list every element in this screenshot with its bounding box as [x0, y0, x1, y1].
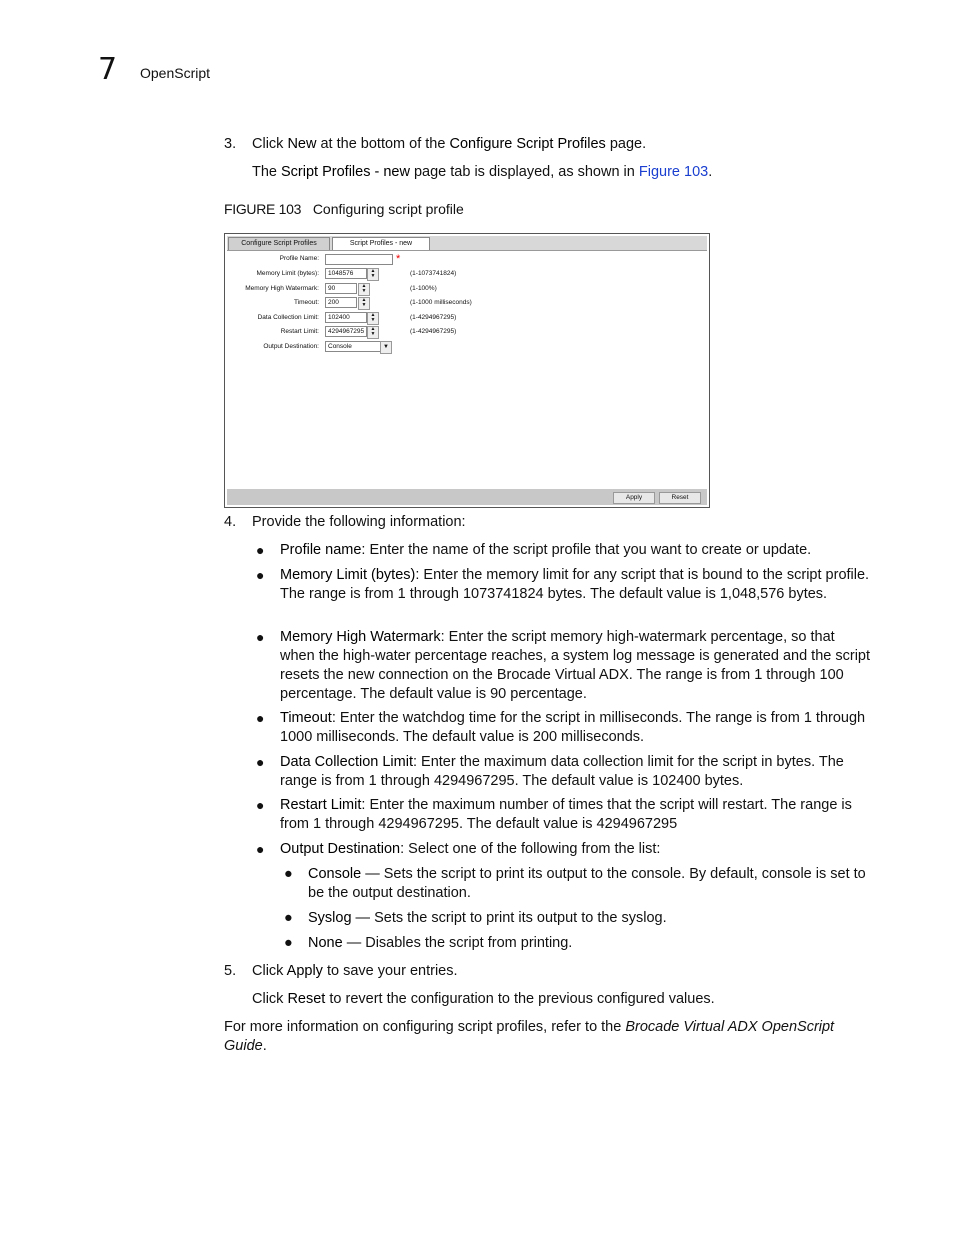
- data-collection-limit-input[interactable]: 102400: [325, 312, 367, 323]
- memory-high-watermark-stepper[interactable]: ▲ ▼: [358, 283, 370, 296]
- field-label-memory-limit: Memory Limit (bytes):: [256, 270, 319, 277]
- restart-limit-input[interactable]: 4294967295: [325, 326, 367, 337]
- figure-screenshot: [224, 233, 710, 508]
- field-label-profile-name: Profile Name:: [279, 255, 319, 262]
- guide-title: Brocade Virtual ADX OpenScript Guide: [224, 1019, 835, 1054]
- step-4-number: 4.: [224, 514, 237, 530]
- data-collection-limit-stepper[interactable]: ▲ ▼: [367, 312, 379, 325]
- timeout-range: (1-1000 milliseconds): [410, 299, 472, 306]
- tab-script-profiles-new[interactable]: Script Profiles - new: [332, 237, 430, 250]
- step-5-number: 5.: [224, 963, 237, 979]
- restart-limit-range: (1-4294967295): [410, 328, 457, 335]
- output-destination-select[interactable]: Console: [325, 341, 381, 352]
- memory-limit-stepper[interactable]: ▲ ▼: [367, 268, 379, 281]
- memory-high-watermark-input[interactable]: 90: [325, 283, 357, 294]
- chevron-down-icon[interactable]: ▼: [380, 341, 392, 354]
- step-4-text: Provide the following information:: [252, 514, 466, 530]
- step-3-number: 3.: [224, 136, 237, 152]
- step-5-reset-text: Click Reset to revert the configuration to the previous configured values.: [252, 991, 715, 1007]
- restart-limit-stepper[interactable]: ▲ ▼: [367, 326, 379, 339]
- step-5-text: Click Apply to save your entries.: [252, 963, 458, 979]
- tab-configure-script-profiles[interactable]: Configure Script Profiles: [228, 237, 330, 250]
- step-3-text: Click New at the bottom of the Configure Script Profiles page.: [252, 136, 647, 152]
- chapter-title: OpenScript: [140, 65, 211, 81]
- timeout-stepper[interactable]: ▲ ▼: [358, 297, 370, 310]
- memory-limit-range: (1-1073741824): [410, 270, 457, 277]
- field-label-timeout: Timeout:: [293, 299, 319, 306]
- figure-caption: FIGURE 103 Configuring script profile: [224, 201, 464, 217]
- reference-paragraph: For more information on configuring script profiles, refer to the Brocade Virtual ADX OpenScript Guide.: [224, 1019, 835, 1054]
- apply-button[interactable]: Apply: [613, 492, 655, 504]
- field-label-output-destination: Output Destination:: [263, 343, 319, 350]
- timeout-input[interactable]: 200: [325, 297, 357, 308]
- profile-name-input[interactable]: [325, 254, 393, 265]
- button-bar: [227, 489, 707, 505]
- chapter-number: 7: [98, 52, 118, 87]
- step-3-result: The Script Profiles - new page tab is displayed, as shown in Figure 103.: [252, 164, 713, 180]
- field-label-restart-limit: Restart Limit:: [280, 328, 319, 335]
- field-label-memory-high-watermark: Memory High Watermark:: [245, 285, 319, 292]
- tab-bar: [227, 236, 707, 251]
- memory-limit-input[interactable]: 1048576: [325, 268, 367, 279]
- required-marker: *: [396, 253, 401, 265]
- figure-link[interactable]: Figure 103: [638, 164, 709, 180]
- data-collection-limit-range: (1-4294967295): [410, 314, 457, 321]
- field-label-data-collection-limit: Data Collection Limit:: [257, 314, 319, 321]
- reset-button[interactable]: Reset: [659, 492, 701, 504]
- memory-high-watermark-range: (1-100%): [410, 285, 437, 292]
